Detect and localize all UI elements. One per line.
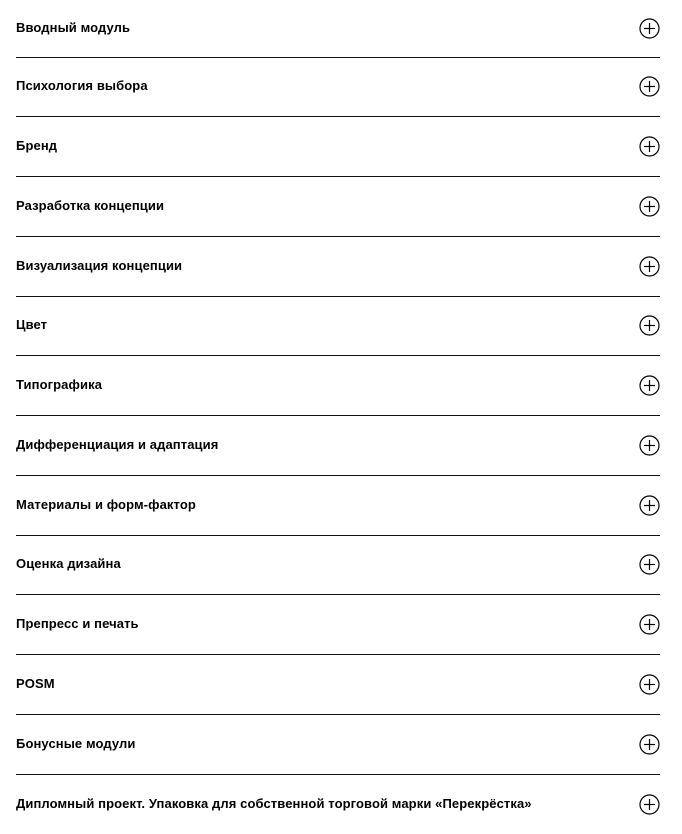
accordion-item-prepress-printing[interactable]: [16, 595, 660, 655]
accordion-item-label: Психология выбора: [16, 78, 148, 93]
accordion-item-concept-development[interactable]: [16, 177, 660, 237]
plus-circle-icon[interactable]: [639, 18, 660, 39]
accordion-item-label: Бонусные модули: [16, 736, 136, 751]
accordion-item-brand[interactable]: [16, 117, 660, 177]
accordion-item-materials-form-factor[interactable]: [16, 476, 660, 536]
plus-circle-icon[interactable]: [639, 794, 660, 815]
plus-circle-icon[interactable]: [639, 674, 660, 695]
plus-circle-icon[interactable]: [639, 734, 660, 755]
accordion-item-concept-visualization[interactable]: [16, 237, 660, 297]
accordion-item-label: Типографика: [16, 377, 102, 392]
plus-circle-icon[interactable]: [639, 136, 660, 157]
accordion-item-typography[interactable]: [16, 356, 660, 416]
plus-circle-icon[interactable]: [639, 76, 660, 97]
plus-circle-icon[interactable]: [639, 554, 660, 575]
plus-circle-icon[interactable]: [639, 435, 660, 456]
accordion-item-intro-module[interactable]: [16, 0, 660, 58]
accordion-item-label: Материалы и форм-фактор: [16, 497, 196, 512]
plus-circle-icon[interactable]: [639, 315, 660, 336]
plus-circle-icon[interactable]: [639, 614, 660, 635]
accordion-item-label: Визуализация концепции: [16, 258, 182, 273]
accordion-item-label: Препресс и печать: [16, 616, 139, 631]
accordion-item-bonus-modules[interactable]: [16, 715, 660, 775]
accordion-item-label: Цвет: [16, 317, 47, 332]
accordion-item-label: Дифференциация и адаптация: [16, 437, 218, 452]
accordion-item-choice-psychology[interactable]: [16, 58, 660, 118]
accordion-item-label: POSM: [16, 676, 55, 691]
plus-circle-icon[interactable]: [639, 196, 660, 217]
accordion-item-label: Оценка дизайна: [16, 556, 121, 571]
plus-circle-icon[interactable]: [639, 375, 660, 396]
accordion-item-label: Разработка концепции: [16, 198, 164, 213]
plus-circle-icon[interactable]: [639, 495, 660, 516]
accordion-item-posm[interactable]: [16, 655, 660, 715]
accordion-item-color[interactable]: [16, 297, 660, 357]
plus-circle-icon[interactable]: [639, 256, 660, 277]
accordion-item-label: Вводный модуль: [16, 20, 130, 35]
accordion-item-label: Бренд: [16, 138, 57, 153]
accordion-item-design-evaluation[interactable]: [16, 536, 660, 596]
accordion-item-differentiation-adaptation[interactable]: [16, 416, 660, 476]
accordion-item-label: Дипломный проект. Упаковка для собственной торговой марки «Перекрёстка»: [16, 796, 532, 811]
accordion-item-diploma-project[interactable]: [16, 775, 660, 834]
